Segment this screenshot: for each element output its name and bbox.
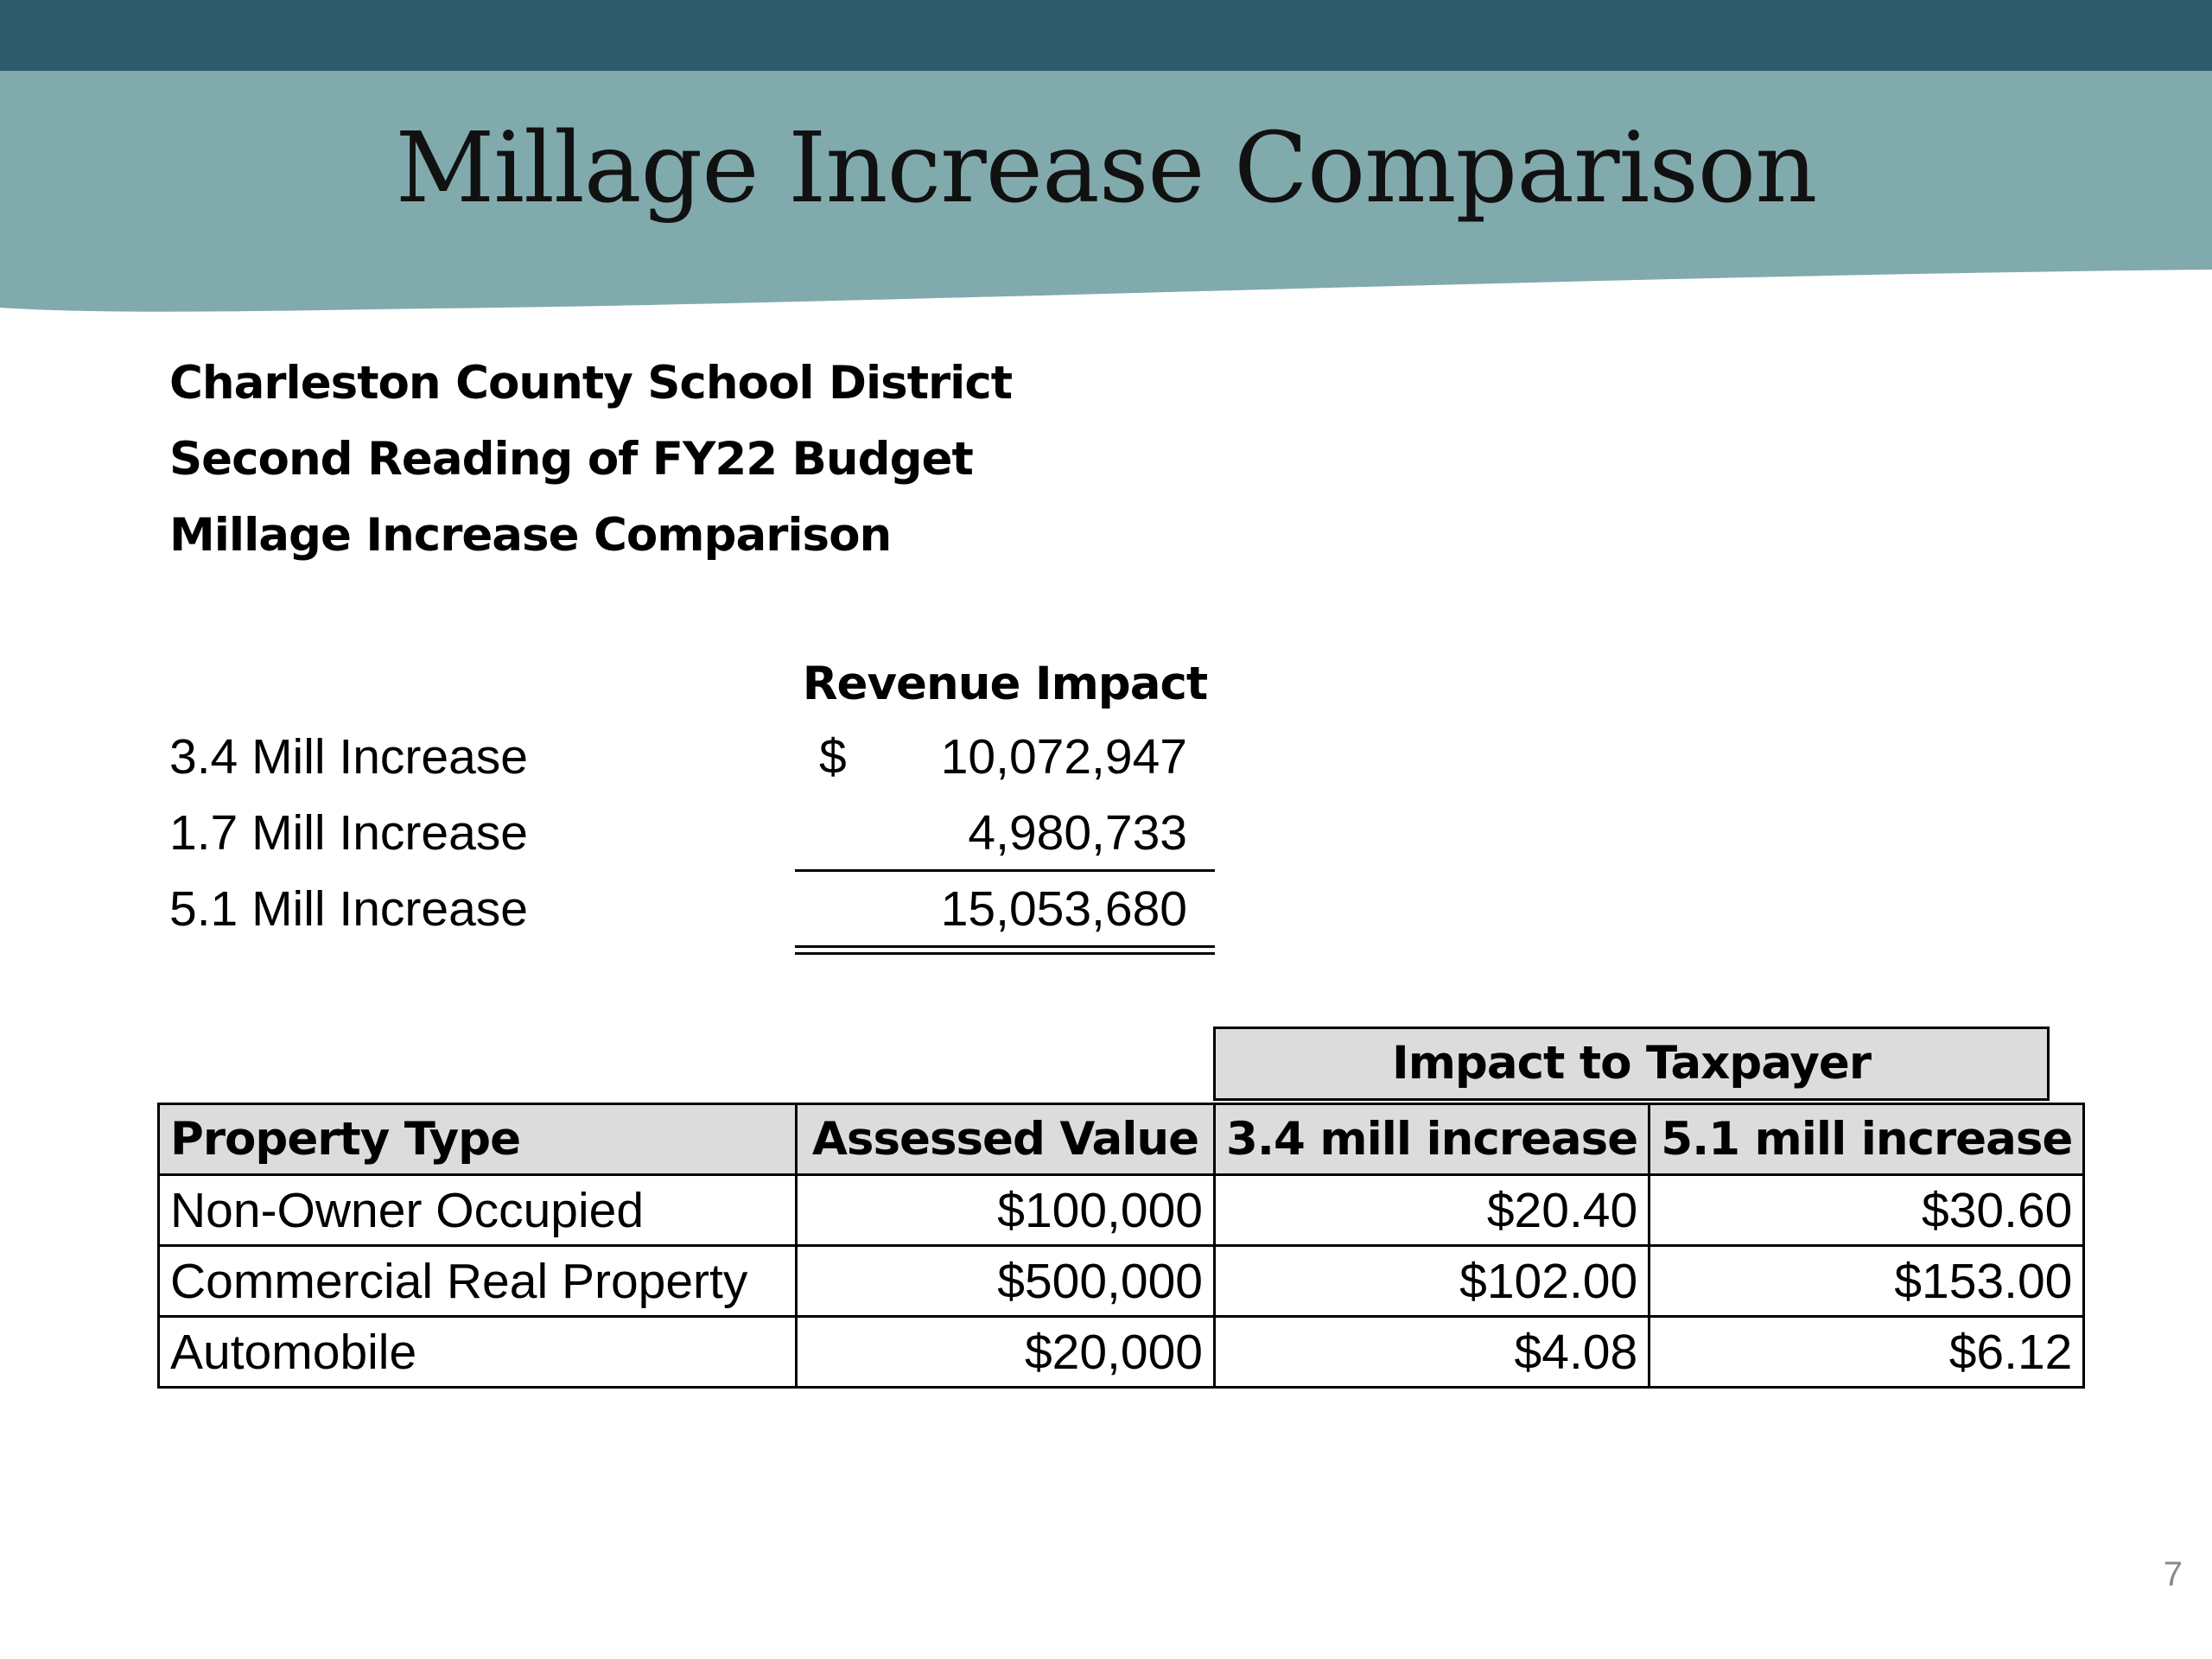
header-3-4-mill: 3.4 mill increase: [1215, 1104, 1649, 1175]
table-row: [159, 1175, 2084, 1246]
header-subject: Millage Increase Comparison: [169, 509, 892, 562]
revenue-row-label: 5.1 Mill Increase: [169, 881, 529, 937]
top-header-band: [0, 0, 2212, 71]
impact-to-taxpayer-heading: Impact to Taxpayer: [1213, 1027, 2050, 1101]
cell-5-1-mill: $153.00: [1649, 1246, 2084, 1317]
header-reading: Second Reading of FY22 Budget: [169, 433, 973, 486]
cell-3-4-mill: $4.08: [1215, 1317, 1649, 1388]
report-header: [169, 346, 1012, 574]
cell-assessed-value: $100,000: [797, 1175, 1215, 1246]
revenue-row-value: 4,980,733: [968, 805, 1187, 861]
header-district: Charleston County School District: [169, 357, 1013, 410]
cell-property-type: Automobile: [159, 1317, 797, 1388]
cell-3-4-mill: $102.00: [1215, 1246, 1649, 1317]
revenue-row-label: 1.7 Mill Increase: [169, 805, 529, 861]
revenue-impact-heading: Revenue Impact: [802, 658, 1208, 710]
cell-5-1-mill: $6.12: [1649, 1317, 2084, 1388]
revenue-row-value: 10,072,947: [940, 729, 1187, 785]
cell-assessed-value: $20,000: [797, 1317, 1215, 1388]
slide-title: Millage Increase Comparison: [395, 112, 1817, 225]
cell-5-1-mill: $30.60: [1649, 1175, 2084, 1246]
cell-3-4-mill: $20.40: [1215, 1175, 1649, 1246]
header-assessed-value: Assessed Value: [797, 1104, 1215, 1175]
table-row: [159, 1317, 2084, 1388]
revenue-row-value: 15,053,680: [940, 881, 1187, 937]
header-property-type: Property Type: [159, 1104, 797, 1175]
revenue-row: [169, 719, 1215, 795]
revenue-row-label: 3.4 Mill Increase: [169, 729, 529, 785]
table-header-row: [159, 1104, 2084, 1175]
revenue-row: [169, 795, 1215, 871]
revenue-row-total: [169, 871, 1215, 947]
header-5-1-mill: 5.1 mill increase: [1649, 1104, 2084, 1175]
revenue-currency-symbol: $: [819, 729, 847, 785]
cell-assessed-value: $500,000: [797, 1246, 1215, 1317]
total-double-rule: [795, 945, 1215, 955]
taxpayer-impact-table: [157, 1103, 2085, 1389]
cell-property-type: Commercial Real Property: [159, 1246, 797, 1317]
page-number: 7: [2163, 1555, 2183, 1593]
cell-property-type: Non-Owner Occupied: [159, 1175, 797, 1246]
table-row: [159, 1246, 2084, 1317]
